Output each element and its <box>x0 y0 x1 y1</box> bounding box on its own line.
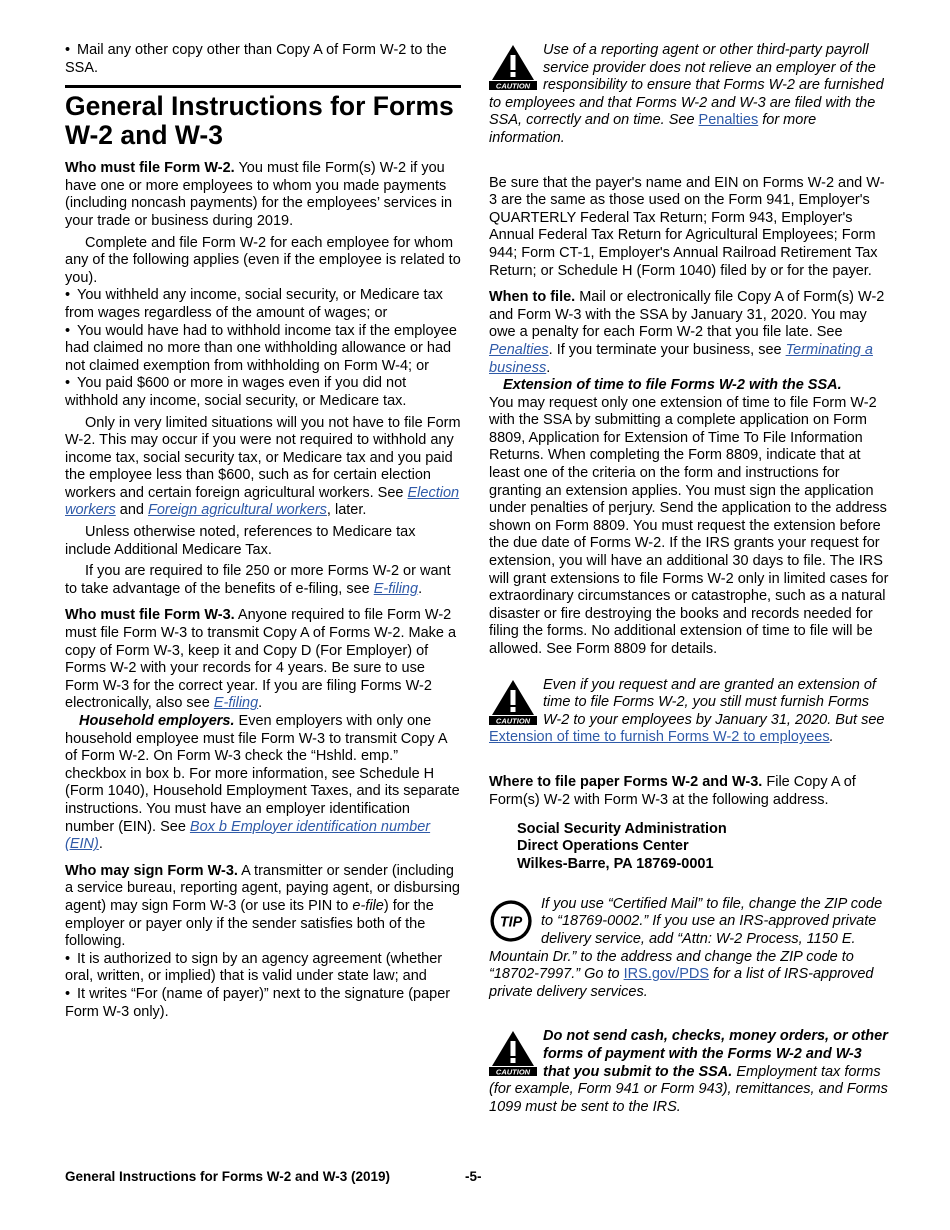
sign-bullet-2: • It writes “For (name of payer)” next to the signature (paper Form W-3 only). <box>65 985 451 1020</box>
svg-text:CAUTION: CAUTION <box>495 81 531 90</box>
section-title: General Instructions for Forms W-2 and W-3 <box>65 85 461 150</box>
page-number: -5- <box>465 1169 482 1184</box>
election-workers-link[interactable]: Election workers <box>65 484 460 519</box>
top-bullet: • Mail any other copy other than Copy A of Form W-2 to the SSA. <box>65 42 447 76</box>
extension-paragraph: Extension of time to file Forms W-2 with the SSA. You may request only one extension of time to file Form W-2 with the SSA by submitting a complete application on Form 8809, Application for Extension of Time To File Information Returns. When completing the Form 8809, indicate that at least one of the criteria on the form and instructions for granting an extension applies. You must sign the application under penalties of perjury. Send the application to the address shown on Form 8809. You must request the extension before the due date of Forms W-2. If the IRS grants your request for extension, you will have an additional 30 days to file. The IRS will grant extensions to file Forms W-2 only in limited cases for extraordinary circumstances or catastrophe, such as a natural disaster or fire destroying the books and records needed for filing the forms. No additional extension of time to file will be allowed. See Form 8809 for details. <box>489 377 889 657</box>
box-b-ein-link[interactable]: Box b Employer identification number (EIN) <box>65 818 431 853</box>
caution-icon <box>489 44 537 90</box>
address-line: Social Security Administration <box>517 821 727 838</box>
tip-note-delivery: TIP If you use “Certified Mail” to file, change the ZIP code to “18769-0002.” If you use an IRS-approved private delivery service, add “Attn: W-2 Process, 1150 E. Mountain Dr.” to the address and change the ZIP code to “18702-7997.” Go to IRS.gov/PDS for a list of IRS-approved private delivery services. <box>489 895 883 1000</box>
when-to-file: When to file. Mail or electronically file Copy A of Form(s) W-2 and Form W-3 with the SSA by January 31, 2020. You may owe a penalty for each Form W-2 that you file late. See Penalties. If you terminate your business, see Terminating a business. <box>489 289 885 376</box>
w2-bullet-1: • You withheld any income, social security, or Medicare tax from wages regardless of the amount of wages; or <box>65 287 443 321</box>
address-line: Direct Operations Center <box>517 838 689 855</box>
left-column <box>65 42 461 1021</box>
w2-applies-paragraph: Complete and file Form W-2 for each employee for whom any of the following applies (even if the employee is related to you). <box>65 234 461 286</box>
penalties-link-2[interactable]: Penalties <box>489 341 549 358</box>
w2-bullet-3: • You paid $600 or more in wages even if you did not withhold any income, social security, or Medicare tax. <box>65 375 407 409</box>
sign-bullet-1: • It is authorized to sign by an agency agreement (whether oral, written, or implied) that is valid under state law; and <box>65 950 443 985</box>
irs-pds-link[interactable]: IRS.gov/PDS <box>623 966 710 983</box>
foreign-agricultural-workers-link[interactable]: Foreign agricultural workers <box>148 502 327 519</box>
efiling-paragraph: If you are required to file 250 or more Forms W-2 or want to take advantage of the benefits of e-filing, see E-filing. <box>65 563 451 597</box>
caution-note-reporting-agent: CAUTION Use of a reporting agent or other third-party payroll service provider does not relieve an employer of the responsibility to ensure that Forms W-2 are furnished to employees and that Forms W-2 and W-3 are filed with the SSA, correctly and on time. See Penalties for more information. <box>489 42 884 146</box>
caution-icon <box>489 1030 537 1076</box>
penalties-link[interactable]: Penalties <box>698 112 759 129</box>
efiling-link[interactable]: E-filing <box>373 580 419 597</box>
medicare-note: Unless otherwise noted, references to Medicare tax include Additional Medicare Tax. <box>65 524 416 558</box>
who-must-file-w3: Who must file Form W-3. Anyone required to file Form W-2 must file Form W-3 to transmit Copy A of Forms W-2. Make a copy of Form W-3, keep it and Copy D (For Employer) of Forms W-2 with your records for 4 years. Be sure to use Form W-3 for the correct year. If you are filing Forms W-2 electronically, also see E-filing. <box>65 607 457 712</box>
caution-note-payments: CAUTION Do not send cash, checks, money orders, or other forms of payment with the Forms W-2 and W-3 that you submit to the SSA. Employment tax forms (for example, Form 941 or Form 943), remittances, and Forms 1099 must be sent to the IRS. <box>489 1028 888 1115</box>
svg-text:CAUTION: CAUTION <box>495 1067 531 1077</box>
tip-icon <box>489 898 535 944</box>
svg-text:CAUTION: CAUTION <box>495 716 531 725</box>
svg-text:TIP: TIP <box>499 914 523 931</box>
page-footer <box>65 1168 895 1186</box>
ssa-address <box>517 821 889 873</box>
w2-bullet-2: • You would have had to withhold income tax if the employee had claimed no more than one withholding allowance or had not claimed exemption from withholding on Form W-4; or <box>65 322 457 374</box>
extension-furnish-link[interactable]: Extension of time to furnish Forms W-2 to employees <box>489 729 830 746</box>
payer-ein-paragraph: Be sure that the payer's name and EIN on Forms W-2 and W-3 are the same as those used on the Form 941, Employer's QUARTERLY Federal Tax Return; Form 943, Employer's Annual Federal Tax Return for Agricultural Employees; Form 944; Form CT-1, Employer's Annual Railroad Retirement Tax Return; or Schedule H (Form 1040) filed by or for the payer. <box>489 174 885 279</box>
terminating-business-link[interactable]: Terminating a business <box>489 341 873 376</box>
caution-note-extension: CAUTION Even if you request and are granted an extension of time to file Forms W-2, you still must furnish Forms W-2 to your employees by January 31, 2020. But see Extension of time to furnish Forms W-2 to employees. <box>489 676 885 746</box>
where-to-file: Where to file paper Forms W-2 and W-3. File Copy A of Form(s) W-2 with Form W-3 at the following address. <box>489 773 856 808</box>
household-employers: Household employers. Even employers with only one household employee must file Form W-3 to transmit Copy A of Form W-2. On Form W-3 check the “Hshld. emp.” checkbox in box b. For more information, see Schedule H (Form 1040), Household Employment Taxes, and its separate instructions. You must have an employer identification number (EIN). See Box b Employer identification number (EIN). <box>65 713 460 853</box>
who-must-file-w2: Who must file Form W-2. You must file Form(s) W-2 if you have one or more employees to whom you made payments (including noncash payments) for the employees’ services in your trade or business during 2019. <box>65 160 453 229</box>
limited-situations-paragraph: Only in very limited situations will you not have to file Form W-2. This may occur if you were not required to withhold any income tax, social security tax, or Medicare tax and you paid the employee less than $600, such as for certain election workers and certain foreign agricultural workers. See Election workers and Foreign agricultural workers, later. <box>65 414 461 519</box>
footer-title: General Instructions for Forms W-2 and W-3 (2019) <box>65 1169 391 1184</box>
who-may-sign-w3: Who may sign Form W-3. A transmitter or sender (including a service bureau, reporting agent, paying agent, or disbursing agent) may sign Form W-3 (or use its PIN to e-file) for the employer or payer only if the sender satisfies both of the following. <box>65 862 460 950</box>
address-line: Wilkes-Barre, PA 18769-0001 <box>517 855 714 872</box>
efiling-link-2[interactable]: E-filing <box>213 695 259 712</box>
caution-icon <box>489 679 537 725</box>
right-column <box>489 42 889 1116</box>
